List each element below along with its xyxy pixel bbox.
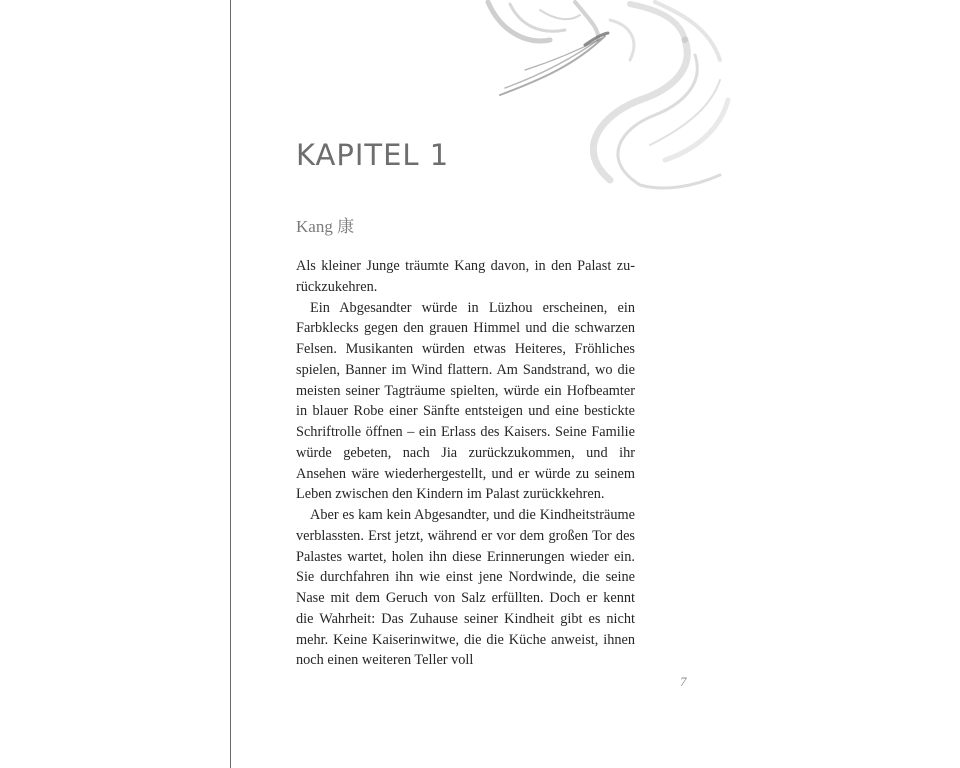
chapter-heading: KAPITEL 1 bbox=[296, 138, 450, 172]
ink-stroke bbox=[610, 20, 634, 60]
ink-stroke bbox=[630, 4, 685, 40]
body-paragraph: Ein Abgesandter würde in Lüzhou erscheinen, ein Farbklecks gegen den grauen Himmel und die schwarzen Felsen. Musikanten würden etwas Heiteres, Fröhliches spielen, Banner im Wind flattern. Am Sandstrand, wo die meisten seiner Tagträume spielten, würde ein Hofbeamter in blauer Robe einer Sänfte entsteigen und eine bestickte Schriftrolle öffnen – ein Erlass des Kaisers. Seine Familie würde gebeten, nach Jia zurückzukommen, und ihr Ansehen wäre wiederhergestellt, und er würde zu seinem Leben zwischen den Kindern im Palast zurückkehren. bbox=[296, 299, 635, 503]
ink-brush-bird-illustration bbox=[480, 0, 732, 190]
ink-stroke bbox=[540, 10, 580, 19]
ink-stroke bbox=[575, 2, 598, 40]
chapter-subtitle: Kang 康 bbox=[296, 217, 355, 236]
body-paragraph: Aber es kam kein Abgesandter, und die Kindheitsträume verblassten. Erst jetzt, während er vor dem großen Tor des Palastes wartet, holen ihn diese Erinnerungen wieder ein. Sie durchfahren ihn wie einst jene Nordwinde, die seine Nase mit dem Geruch von Salz erfüllten. Doch er kennt die Wahrheit: Das Zuhause seiner Kindheit gibt es nicht mehr. Keine Kaiserinwitwe, die die Küche anweist, ihnen noch einen weiteren Teller voll bbox=[296, 507, 635, 669]
page-number: 7 bbox=[680, 674, 687, 689]
chapter-body-text bbox=[296, 256, 635, 671]
ink-stroke bbox=[488, 2, 550, 41]
page-edge-line bbox=[230, 0, 231, 768]
body-paragraph: Als kleiner Junge träumte Kang davon, in den Palast zurückzukehren. bbox=[296, 258, 635, 295]
ink-stroke bbox=[618, 55, 720, 188]
ink-stroke bbox=[665, 100, 728, 160]
